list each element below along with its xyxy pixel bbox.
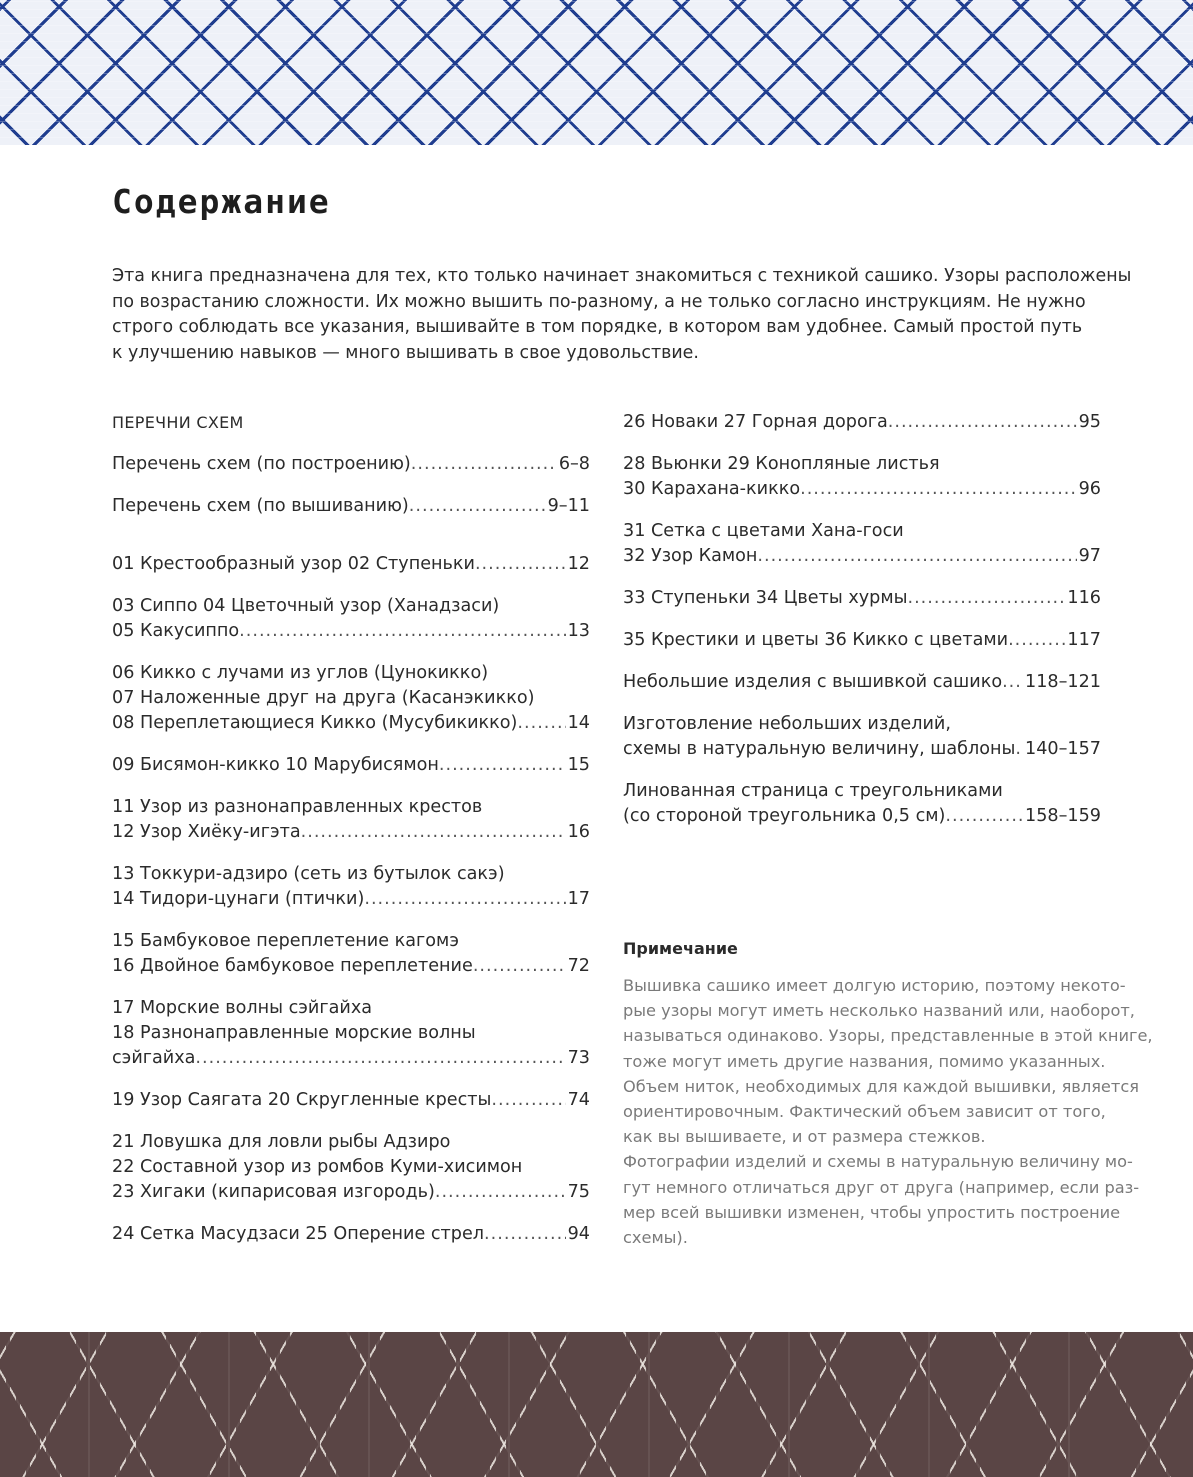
toc-entry-title: 16 Двойное бамбуковое переплетение — [112, 956, 473, 976]
toc-entry-title: 30 Карахана-кикко — [623, 479, 801, 499]
toc-page-number: 75 — [567, 1182, 590, 1202]
note-line: Объем ниток, необходимых для каждой вышивки, является — [623, 1076, 1139, 1096]
note-line: называться одинаково. Узоры, представленные в этой книге, — [623, 1026, 1153, 1046]
note-line: тоже могут иметь другие названия, помимо указанных. — [623, 1051, 1106, 1071]
toc-page-number: 73 — [567, 1048, 590, 1068]
toc-entry — [112, 996, 590, 1071]
toc-entry — [623, 628, 1101, 653]
toc-entry-title: Перечень схем (по построению) — [112, 454, 411, 474]
toc-page-number: 13 — [567, 621, 590, 641]
note-line: Вышивка сашико имеет долгую историю, поэтому некото- — [623, 976, 1126, 995]
toc-page-number: 140–157 — [1025, 739, 1101, 759]
toc-entry-title: (со стороной треугольника 0,5 см) — [623, 806, 946, 826]
intro-line: по возрастанию сложности. Их можно вышить по-разному, а не только согласно инструкциям. Не нужно — [112, 291, 1086, 312]
toc-entry-title: 15 Бамбуковое переплетение кагомэ — [112, 931, 459, 951]
toc-entry-title: 06 Кикко с лучами из углов (Цунокикко) — [112, 663, 489, 683]
note-line: Фотографии изделий и схемы в натуральную величину мо- — [623, 1152, 1133, 1172]
toc-entry-title: 31 Сетка с цветами Хана-госи — [623, 521, 904, 541]
toc-page-number: 74 — [567, 1090, 590, 1110]
note-line: как вы вышиваете, и от размера стежков. — [623, 1127, 986, 1147]
toc-entry-title: 14 Тидори-цунаги (птички) — [112, 889, 365, 909]
toc-entry — [623, 779, 1101, 829]
toc-page-number: 17 — [567, 889, 590, 909]
bottom-sashiko-pattern-image — [0, 1332, 1193, 1477]
toc-entry-title: 21 Ловушка для ловли рыбы Адзиро — [112, 1132, 451, 1152]
note-line: схемы). — [623, 1228, 688, 1248]
toc-entry-title: 13 Токкури-адзиро (сеть из бутылок сакэ) — [112, 864, 505, 884]
toc-page-number: 72 — [567, 956, 590, 976]
toc-entry-list-construction — [112, 452, 590, 477]
intro-paragraph — [112, 264, 1132, 366]
toc-entry-title: Линованная страница с треугольниками — [623, 781, 1003, 801]
toc-entry — [623, 670, 1101, 695]
top-sashiko-pattern-image — [0, 0, 1193, 145]
toc-entry-title: 18 Разнонаправленные морские волны — [112, 1023, 476, 1043]
toc-entry-title: 01 Крестообразный узор 02 Ступеньки — [112, 554, 475, 574]
toc-entry — [112, 661, 590, 736]
note-line: гут немного отличаться друг от друга (например, если раз- — [623, 1177, 1140, 1197]
toc-page-number: 158–159 — [1025, 806, 1101, 826]
note-text — [623, 973, 1153, 1250]
note-line: рые узоры могут иметь несколько названий или, наоборот, — [623, 1001, 1135, 1021]
toc-entry — [623, 452, 1101, 502]
toc-entry-title: 24 Сетка Масудзаси 25 Оперение стрел — [112, 1224, 485, 1244]
toc-entry-title: 09 Бисямон-кикко 10 Марубисямон — [112, 755, 439, 775]
toc-entry-title: 22 Составной узор из ромбов Куми-хисимон — [112, 1157, 523, 1177]
page-title: Содержание — [112, 182, 331, 221]
note-line: мер всей вышивки изменен, чтобы упростить построение — [623, 1202, 1121, 1222]
toc-entry — [112, 753, 590, 778]
toc-entry-list-embroidery — [112, 494, 590, 519]
toc-right-column — [623, 410, 1101, 846]
toc-entry — [112, 1130, 590, 1205]
toc-entry-title: 11 Узор из разнонаправленных крестов — [112, 797, 483, 817]
toc-entry — [623, 586, 1101, 611]
toc-entry — [623, 712, 1101, 762]
toc-entry-title: Изготовление небольших изделий, — [623, 714, 951, 734]
toc-page-number: 95 — [1078, 412, 1101, 432]
toc-entry — [112, 552, 590, 577]
toc-entry-title: 19 Узор Саягата 20 Скругленные кресты — [112, 1090, 492, 1110]
toc-entry — [112, 594, 590, 644]
toc-entry — [623, 519, 1101, 569]
toc-page-number: 116 — [1067, 588, 1101, 608]
toc-entry-title: Перечень схем (по вышиванию) — [112, 496, 409, 516]
toc-page-number: 14 — [567, 713, 590, 733]
toc-page-number: 15 — [567, 755, 590, 775]
toc-entry — [112, 862, 590, 912]
toc-entry — [623, 410, 1101, 435]
toc-page-number: 6–8 — [558, 454, 590, 474]
toc-entry-title: 05 Какусиппо — [112, 621, 240, 641]
toc-page-number: 118–121 — [1025, 672, 1101, 692]
toc-entry — [112, 929, 590, 979]
note-title: Примечание — [623, 939, 738, 958]
toc-page-number: 12 — [567, 554, 590, 574]
toc-entry-title: 08 Переплетающиеся Кикко (Мусубикикко) — [112, 713, 518, 733]
toc-entry — [112, 1222, 590, 1247]
toc-entry-title: 32 Узор Камон — [623, 546, 758, 566]
toc-page-number: 16 — [567, 822, 590, 842]
toc-entry — [112, 795, 590, 845]
toc-page-number: 94 — [567, 1224, 590, 1244]
toc-entry-title: 33 Ступеньки 34 Цветы хурмы — [623, 588, 908, 608]
toc-page-number: 117 — [1067, 630, 1101, 650]
toc-entry-title: 07 Наложенные друг на друга (Касанэкикко) — [112, 688, 535, 708]
toc-entry — [112, 1088, 590, 1113]
toc-entry-title: 26 Новаки 27 Горная дорога — [623, 412, 888, 432]
toc-entry-title: схемы в натуральную величину, шаблоны — [623, 739, 1016, 759]
toc-page-number: 9–11 — [547, 496, 590, 516]
toc-entry-title: 28 Вьюнки 29 Конопляные листья — [623, 454, 940, 474]
intro-line: к улучшению навыков — много вышивать в свое удовольствие. — [112, 342, 699, 363]
toc-entry-title: 17 Морские волны сэйгайха — [112, 998, 373, 1018]
intro-line: строго соблюдать все указания, вышивайте в том порядке, в котором вам удобнее. Самый простой путь — [112, 317, 1083, 337]
toc-entry-title: Небольшие изделия с вышивкой сашико — [623, 672, 1003, 692]
note-line: ориентировочным. Фактический объем зависит от того, — [623, 1102, 1106, 1122]
toc-entry-title: 03 Сиппо 04 Цветочный узор (Ханадзаси) — [112, 596, 500, 616]
toc-left-column — [112, 410, 590, 1264]
toc-page-number: 96 — [1078, 479, 1101, 499]
toc-page-number: 97 — [1078, 546, 1101, 566]
toc-entry-title: 12 Узор Хиёку-игэта — [112, 822, 301, 842]
toc-entry-title: 23 Хигаки (кипарисовая изгородь) — [112, 1182, 435, 1202]
toc-entry-title: сэйгайха — [112, 1048, 196, 1068]
toc-entry-title: 35 Крестики и цветы 36 Кикко с цветами — [623, 630, 1009, 650]
intro-line: Эта книга предназначена для тех, кто только начинает знакомиться с техникой сашико. Узоры расположены — [112, 266, 1132, 286]
section-heading: ПЕРЕЧНИ СХЕМ — [112, 413, 244, 432]
note-block — [623, 936, 1153, 1250]
